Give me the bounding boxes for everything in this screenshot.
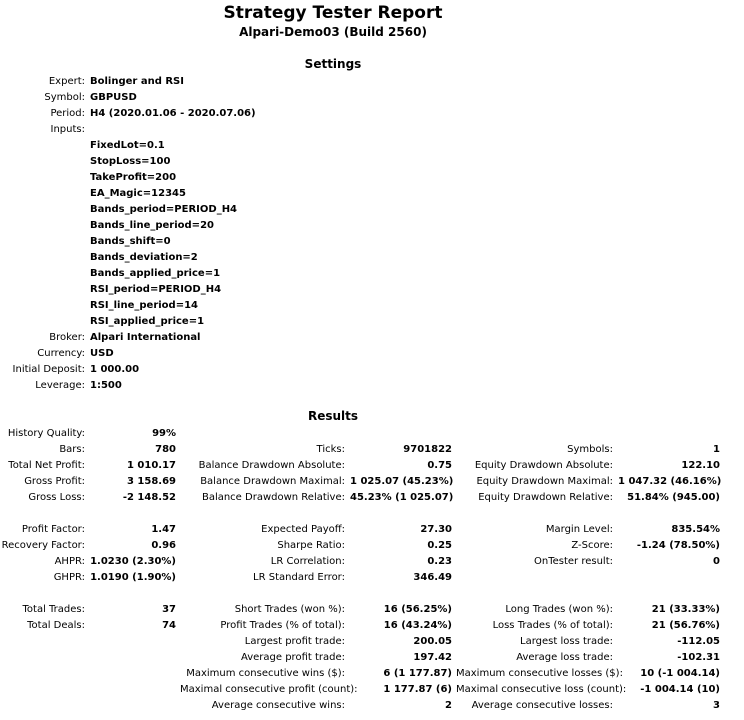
results-value: 1.0190 (1.90%) [90,572,176,583]
settings-input: Bands_period=PERIOD_H4 [90,204,238,215]
results-label: LR Correlation: [270,556,345,567]
results-label: OnTester result: [533,556,613,567]
results-value: 21 (56.76%) [651,620,720,631]
results-value: 780 [155,444,176,455]
results-label: Profit Factor: [21,524,85,535]
results-label: AHPR: [54,556,85,567]
settings-label: Period: [50,108,85,119]
results-label: Symbols: [567,444,613,455]
results-value: 2 [445,700,452,711]
results-label: Average profit trade: [240,652,345,663]
results-label: Maximal consecutive profit (count): [180,684,358,695]
settings-label: Initial Deposit: [12,364,85,375]
results-value: 0.96 [151,540,176,551]
results-label: Balance Drawdown Maximal: [200,476,345,487]
results-value: 21 (33.33%) [651,604,720,615]
results-value: 197.42 [413,652,452,663]
settings-input: Bands_deviation=2 [90,252,198,263]
results-label: Short Trades (won %): [234,604,345,615]
results-label: Total Deals: [27,620,85,631]
settings-value: H4 (2020.01.06 - 2020.07.06) [90,108,256,119]
results-value: 16 (43.24%) [383,620,452,631]
settings-value: GBPUSD [90,92,137,103]
settings-label: Broker: [49,332,85,343]
results-value: 1 177.87 (6) [383,684,452,695]
results-value: -1 004.14 (10) [640,684,720,695]
results-label: Loss Trades (% of total): [492,620,613,631]
results-value: 3 [713,700,720,711]
results-value: 346.49 [413,572,452,583]
results-value: 27.30 [420,524,452,535]
results-label: Largest profit trade: [244,636,345,647]
settings-input: Bands_applied_price=1 [90,268,221,279]
results-label: Equity Drawdown Relative: [478,492,613,503]
results-value: 122.10 [681,460,720,471]
results-label: History Quality: [7,428,85,439]
results-label: Profit Trades (% of total): [220,620,345,631]
results-heading: Results [307,409,359,423]
report-subtitle: Alpari-Demo03 (Build 2560) [239,25,427,39]
results-value: 1.47 [151,524,176,535]
settings-input: Bands_shift=0 [90,236,171,247]
results-value: 1 [713,444,720,455]
results-label: Equity Drawdown Absolute: [474,460,613,471]
results-label: Recovery Factor: [1,540,85,551]
settings-input: RSI_period=PERIOD_H4 [90,284,222,295]
report-title: Strategy Tester Report [223,3,443,23]
results-label: Total Net Profit: [8,460,85,471]
results-label: LR Standard Error: [253,572,345,583]
results-value: 1 025.07 (45.23%) [350,476,454,487]
results-label: Maximum consecutive wins ($): [186,668,345,679]
results-value: 200.05 [413,636,452,647]
results-value: 1 010.17 [126,460,176,471]
results-value: 37 [162,604,176,615]
results-label: Ticks: [316,444,345,455]
results-value: 0.25 [427,540,452,551]
settings-value: Bolinger and RSI [90,76,184,87]
results-value: -2 148.52 [122,492,176,503]
results-value: 16 (56.25%) [383,604,452,615]
results-label: Average loss trade: [516,652,613,663]
results-label: Maximum consecutive losses ($): [456,668,623,679]
results-label: Bars: [59,444,85,455]
results-value: 9701822 [403,444,452,455]
results-label: Maximal consecutive loss (count): [456,684,627,695]
results-label: Sharpe Ratio: [277,540,345,551]
settings-input: FixedLot=0.1 [90,140,165,151]
settings-input: RSI_line_period=14 [90,300,199,311]
results-value: 0.23 [427,556,452,567]
settings-label: Expert: [48,76,85,87]
results-label: Margin Level: [545,524,613,535]
settings-input: RSI_applied_price=1 [90,316,205,327]
results-label: Equity Drawdown Maximal: [476,476,613,487]
results-value: 10 (-1 004.14) [640,668,720,679]
settings-label: Symbol: [44,92,85,103]
settings-value: USD [90,348,114,359]
results-value: 74 [162,620,176,631]
results-value: 51.84% (945.00) [627,492,720,503]
settings-heading: Settings [304,57,362,71]
results-value: -102.31 [677,652,720,663]
results-label: Total Trades: [22,604,85,615]
settings-value: 1:500 [90,380,122,391]
results-value: 6 (1 177.87) [383,668,452,679]
settings-input: EA_Magic=12345 [90,188,186,199]
results-label: Balance Drawdown Relative: [201,492,345,503]
results-label: Z-Score: [571,540,613,551]
settings-label: Currency: [37,348,85,359]
results-label: Average consecutive losses: [471,700,613,711]
results-value: -1.24 (78.50%) [636,540,720,551]
settings-label: Leverage: [35,380,85,391]
results-label: Balance Drawdown Absolute: [198,460,345,471]
results-value: 3 158.69 [126,476,176,487]
results-value: 1.0230 (2.30%) [90,556,176,567]
settings-value: Alpari International [90,332,201,343]
settings-value: 1 000.00 [90,364,140,375]
results-value: 1 047.32 (46.16%) [618,476,722,487]
results-value: 45.23% (1 025.07) [350,492,454,503]
settings-label: Inputs: [50,124,85,135]
results-label: Largest loss trade: [520,636,613,647]
results-label: Expected Payoff: [261,524,345,535]
settings-input: TakeProfit=200 [90,172,177,183]
results-value: -112.05 [677,636,720,647]
results-label: Gross Profit: [24,476,85,487]
results-value: 0.75 [427,460,452,471]
results-label: Gross Loss: [28,492,85,503]
results-value: 99% [152,428,176,439]
results-label: GHPR: [53,572,85,583]
results-value: 835.54% [671,524,720,535]
results-label: Average consecutive wins: [211,700,345,711]
settings-input: Bands_line_period=20 [90,220,214,231]
results-value: 0 [713,556,720,567]
settings-input: StopLoss=100 [90,156,171,167]
results-label: Long Trades (won %): [505,604,613,615]
